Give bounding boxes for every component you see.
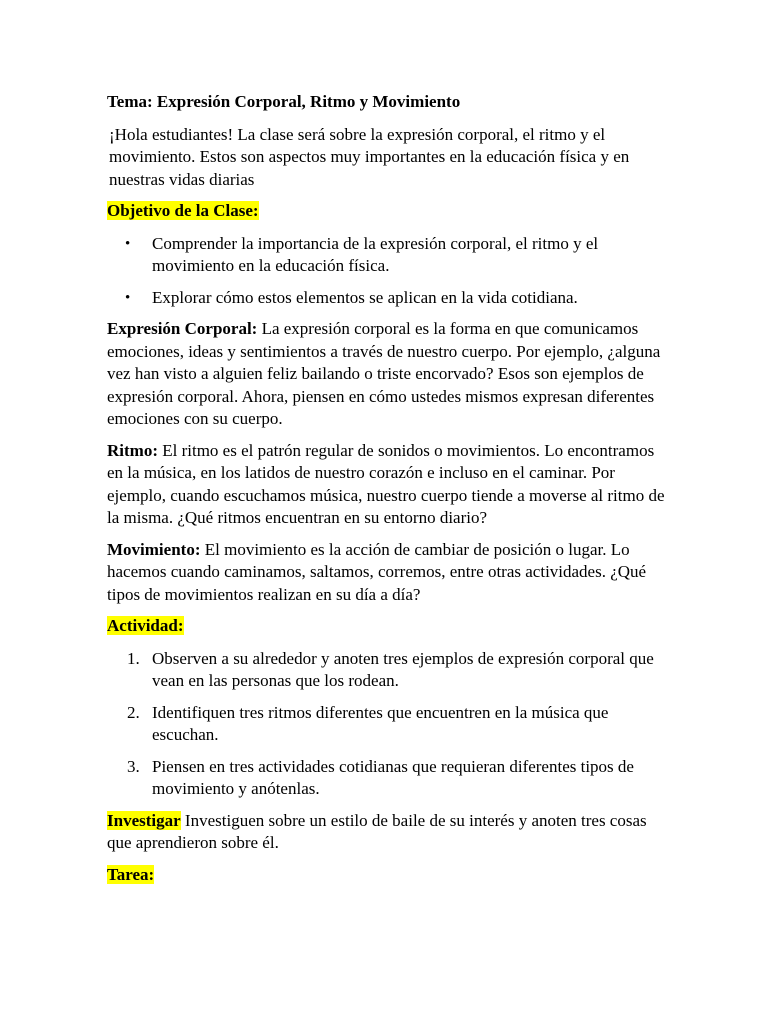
objective-item-text: Explorar cómo estos elementos se aplican en la vida cotidiana.	[152, 287, 578, 307]
actividad-heading-text: Actividad:	[107, 616, 184, 635]
objective-item	[107, 287, 672, 310]
actividad-heading	[107, 615, 672, 638]
objective-item	[107, 233, 672, 278]
movimiento-paragraph	[107, 539, 672, 607]
objective-list	[107, 233, 672, 310]
actividad-item	[107, 756, 672, 801]
tarea-heading-text: Tarea:	[107, 864, 155, 884]
expresion-label: Expresión Corporal:	[107, 319, 258, 338]
investigar-text: Investiguen sobre un estilo de baile de su interés y anoten tres cosas que aprendieron sobre él.	[107, 810, 647, 852]
intro-paragraph: ¡Hola estudiantes! La clase será sobre la expresión corporal, el ritmo y el movimiento. Estos son aspectos muy importantes en la educación física y en nuestras vidas diarias	[109, 124, 630, 189]
expresion-text: La expresión corporal es la forma en que comunicamos emociones, ideas y sentimientos a través de nuestro cuerpo. Por ejemplo, ¿alguna vez han visto a alguien feliz bailando o triste encorvado? Esos son ejemplos de expresión corporal. Ahora, piensen en cómo ustedes mismos expresan diferentes emociones con su cuerpo.	[107, 319, 661, 428]
actividad-item-number: 3.	[127, 756, 140, 776]
bullet-icon: •	[125, 235, 131, 252]
bullet-icon: •	[125, 289, 131, 306]
tarea-heading	[107, 864, 672, 887]
expresion-paragraph	[107, 318, 672, 431]
actividad-item-text: Identifiquen tres ritmos diferentes que encuentren en la música que escuchan.	[152, 702, 609, 744]
investigar-label: Investigar	[107, 810, 181, 830]
objective-heading	[107, 200, 672, 223]
actividad-item-text: Observen a su alrededor y anoten tres ejemplos de expresión corporal que vean en las personas que los rodean.	[152, 648, 654, 690]
actividad-item	[107, 702, 672, 747]
investigar-paragraph	[107, 810, 672, 855]
actividad-list	[107, 648, 672, 801]
movimiento-label: Movimiento:	[107, 539, 201, 559]
actividad-item-text: Piensen en tres actividades cotidianas que requieran diferentes tipos de movimiento y anótenlas.	[152, 756, 634, 798]
actividad-item-number: 1.	[127, 648, 140, 668]
ritmo-text: El ritmo es el patrón regular de sonidos o movimientos. Lo encontramos en la música, en los latidos de nuestro corazón e incluso en el caminar. Por ejemplo, cuando escuchamos música, nuestro cuerpo tiende a moverse al ritmo de la misma. ¿Qué ritmos encuentran en su entorno diario?	[107, 440, 665, 527]
actividad-item	[107, 648, 672, 693]
movimiento-text: El movimiento es la acción de cambiar de posición o lugar. Lo hacemos cuando caminamos, saltamos, corremos, entre otras actividades. ¿Qué tipos de movimientos realizan en su día a día?	[107, 539, 647, 604]
ritmo-paragraph	[107, 440, 672, 530]
actividad-item-number: 2.	[127, 702, 140, 722]
document-title: Tema: Expresión Corporal, Ritmo y Movimiento	[107, 92, 461, 111]
objective-item-text: Comprender la importancia de la expresión corporal, el ritmo y el movimiento en la educación física.	[152, 233, 599, 275]
objective-heading-text: Objetivo de la Clase:	[107, 201, 259, 220]
ritmo-label: Ritmo:	[107, 440, 158, 460]
